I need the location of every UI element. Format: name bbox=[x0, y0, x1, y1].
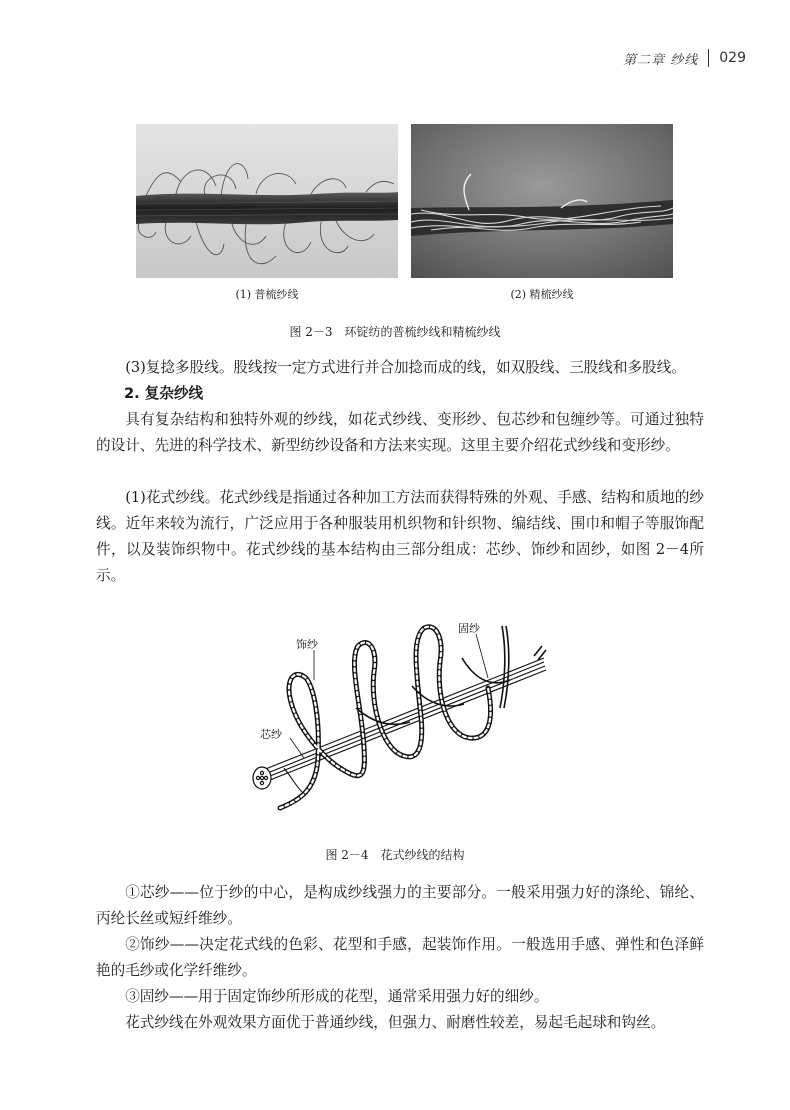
combed-yarn-photo bbox=[411, 124, 673, 278]
chapter-title: 第二章 纱线 bbox=[623, 52, 699, 68]
core-yarn-end bbox=[253, 767, 271, 789]
sub-caption-carded: (1) 普梳纱线 bbox=[235, 288, 299, 301]
running-header bbox=[623, 48, 746, 68]
carded-yarn-photo bbox=[136, 124, 398, 278]
header-divider bbox=[708, 49, 709, 67]
label-effect-yarn: 饰纱 bbox=[296, 638, 318, 651]
fancy-yarn-structure-diagram bbox=[244, 618, 550, 830]
paragraph-plied-yarn: (3)复捻多股线。股线按一定方式进行并合加捻而成的线，如双股线、三股线和多股线。 bbox=[125, 359, 686, 376]
label-core-yarn: 芯纱 bbox=[260, 728, 282, 741]
figure-2-4-caption: 图 2－4 花式纱线的结构 bbox=[325, 848, 465, 862]
sub-caption-combed: (2) 精梳纱线 bbox=[510, 288, 574, 301]
label-binder-yarn: 固纱 bbox=[458, 622, 480, 635]
paragraph-fancy-yarn: (1)花式纱线。花式纱线是指通过各种加工方法而获得特殊的外观、手感、结构和质地的纱线。近年来较为流行，广泛应用于各种服装用机织物和针织物、编结线、围巾和帽子等服饰配件，以及装饰织物中。花式纱线的基本结构由三部分组成：芯纱、饰纱和固纱，如图 2－4所示。 bbox=[96, 489, 704, 584]
paragraph-binder-yarn: ③固纱——用于固定饰纱所形成的花型，通常采用强力好的细纱。 bbox=[125, 988, 549, 1005]
paragraph-effect-yarn: ②饰纱——决定花式线的色彩、花型和手感，起装饰作用。一般选用手感、弹性和色泽鲜艳的毛纱或化学纤维纱。 bbox=[96, 936, 704, 979]
section-heading-complex-yarn: 2. 复杂纱线 bbox=[124, 385, 204, 402]
paragraph-core-yarn: ①芯纱——位于纱的中心，是构成纱线强力的主要部分。一般采用强力好的涤纶、锦纶、丙纶长丝或短纤维纱。 bbox=[96, 884, 704, 927]
paragraph-complex-yarn: 具有复杂结构和独特外观的纱线，如花式纱线、变形纱、包芯纱和包缠纱等。可通过独特的设计、先进的科学技术、新型纺纱设备和方法来实现。这里主要介绍花式纱线和变形纱。 bbox=[96, 411, 704, 454]
paragraph-fancy-yarn-summary: 花式纱线在外观效果方面优于普通纱线，但强力、耐磨性较差，易起毛起球和钩丝。 bbox=[125, 1014, 666, 1031]
page-number: 029 bbox=[719, 50, 746, 66]
figure-2-3-caption: 图 2－3 环锭纺的普梳纱线和精梳纱线 bbox=[289, 325, 501, 339]
